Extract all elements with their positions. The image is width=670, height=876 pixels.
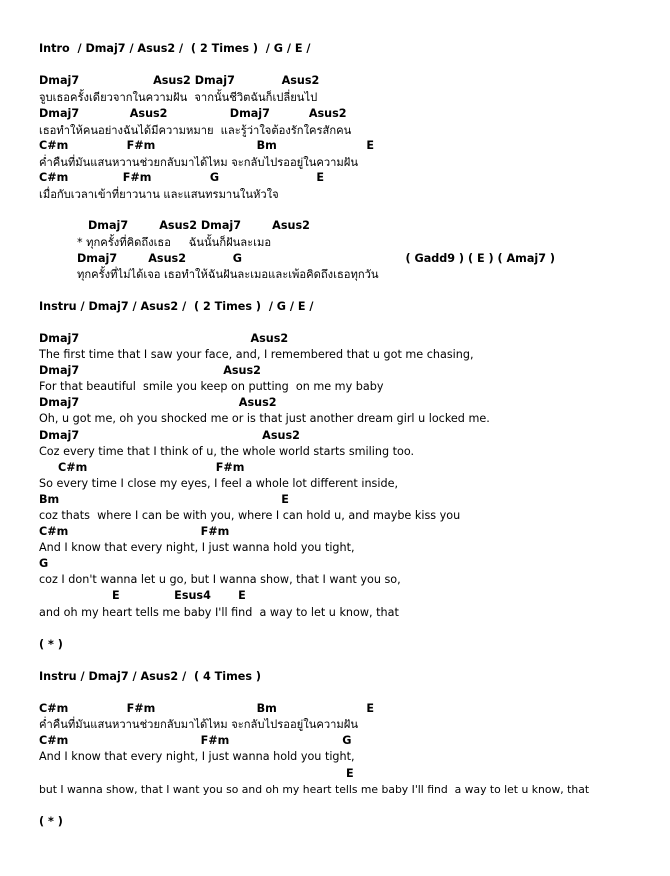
intro-line: Intro / Dmaj7 / Asus2 / ( 2 Times ) / G / E / bbox=[39, 42, 311, 55]
chord-line: C#m F#m G bbox=[39, 734, 352, 747]
chord-line: C#m F#m Bm E bbox=[39, 702, 375, 715]
chord-line: Dmaj7 Asus2 Dmaj7 Asus2 bbox=[39, 74, 320, 87]
chord-line: C#m F#m bbox=[39, 525, 230, 538]
lyric-line: but I wanna show, that I want you so and oh my heart tells me baby I'll find a way to let u know, that bbox=[39, 783, 590, 796]
lyric-line: And I know that every night, I just wanna hold you tight, bbox=[39, 541, 355, 554]
lyric-line: And I know that every night, I just wanna hold you tight, bbox=[39, 750, 355, 763]
instru-line: Instru / Dmaj7 / Asus2 / ( 4 Times ) bbox=[39, 670, 262, 683]
lyric-line: So every time I close my eyes, I feel a whole lot different inside, bbox=[39, 477, 399, 490]
chord-line: G bbox=[39, 557, 49, 570]
chord-line: E Esus4 E bbox=[112, 589, 246, 602]
lyric-line-thai: จูบเธอครั้งเดียวจากในความฝัน จากนั้นชีวิตฉันก็เปลี่ยนไป bbox=[39, 91, 318, 104]
lyric-line: Coz every time that I think of u, the whole world starts smiling too. bbox=[39, 445, 415, 458]
lyric-line: coz thats where I can be with you, where I can hold u, and maybe kiss you bbox=[39, 509, 461, 522]
chord-line: Dmaj7 Asus2 bbox=[39, 364, 261, 377]
lyric-line: coz I don't wanna let u go, but I wanna show, that I want you so, bbox=[39, 573, 401, 586]
lyric-line-thai: เมื่อกับเวลาเข้าที่ยาวนาน และแสนทรมานในหัวใจ bbox=[39, 188, 279, 201]
chord-line: Dmaj7 Asus2 Dmaj7 Asus2 bbox=[39, 107, 347, 120]
chord-line: Bm E bbox=[39, 493, 289, 506]
instru-line: Instru / Dmaj7 / Asus2 / ( 2 Times ) / G / E / bbox=[39, 300, 314, 313]
chord-line: Dmaj7 Asus2 bbox=[39, 332, 289, 345]
chorus-chord-line: Dmaj7 Asus2 G ( Gadd9 ) ( E ) ( Amaj7 ) bbox=[77, 252, 555, 265]
lyric-line: and oh my heart tells me baby I'll find a way to let u know, that bbox=[39, 606, 399, 619]
chorus-marker: ( * ) bbox=[39, 815, 63, 828]
lyric-line-thai: เธอทำให้คนอย่างฉันได้มีความหมาย และรู้ว่าใจต้องรักใครสักคน bbox=[39, 124, 352, 137]
chorus-lyric-line: ทุกครั้งที่ไม่ได้เจอ เธอทำให้ฉันฝันละเมอและเพ้อคิดถึงเธอทุกวัน bbox=[77, 268, 379, 281]
lyric-line: The first time that I saw your face, and, I remembered that u got me chasing, bbox=[39, 348, 474, 361]
chord-line: E bbox=[346, 767, 354, 780]
lyric-line-thai: ค่ำคืนที่มันแสนหวานช่วยกลับมาได้ไหม จะกลับไปรออยู่ในความฝัน bbox=[39, 156, 358, 169]
chorus-lyric-line: * ทุกครั้งที่คิดถึงเธอ ฉันนั้นก็ฝันละเมอ bbox=[77, 236, 272, 249]
chord-line: C#m F#m bbox=[58, 461, 245, 474]
chord-line: Dmaj7 Asus2 bbox=[39, 396, 277, 409]
chord-line: Dmaj7 Asus2 bbox=[39, 429, 300, 442]
lyric-line: For that beautiful smile you keep on putting on me my baby bbox=[39, 380, 384, 393]
chord-line: C#m F#m Bm E bbox=[39, 139, 375, 152]
lyric-line-thai: ค่ำคืนที่มันแสนหวานช่วยกลับมาได้ไหม จะกลับไปรออยู่ในความฝัน bbox=[39, 718, 358, 731]
chorus-marker: ( * ) bbox=[39, 638, 63, 651]
chord-line: C#m F#m G E bbox=[39, 171, 325, 184]
chorus-chord-line: Dmaj7 Asus2 Dmaj7 Asus2 bbox=[88, 219, 310, 232]
lyric-line: Oh, u got me, oh you shocked me or is that just another dream girl u locked me. bbox=[39, 412, 490, 425]
